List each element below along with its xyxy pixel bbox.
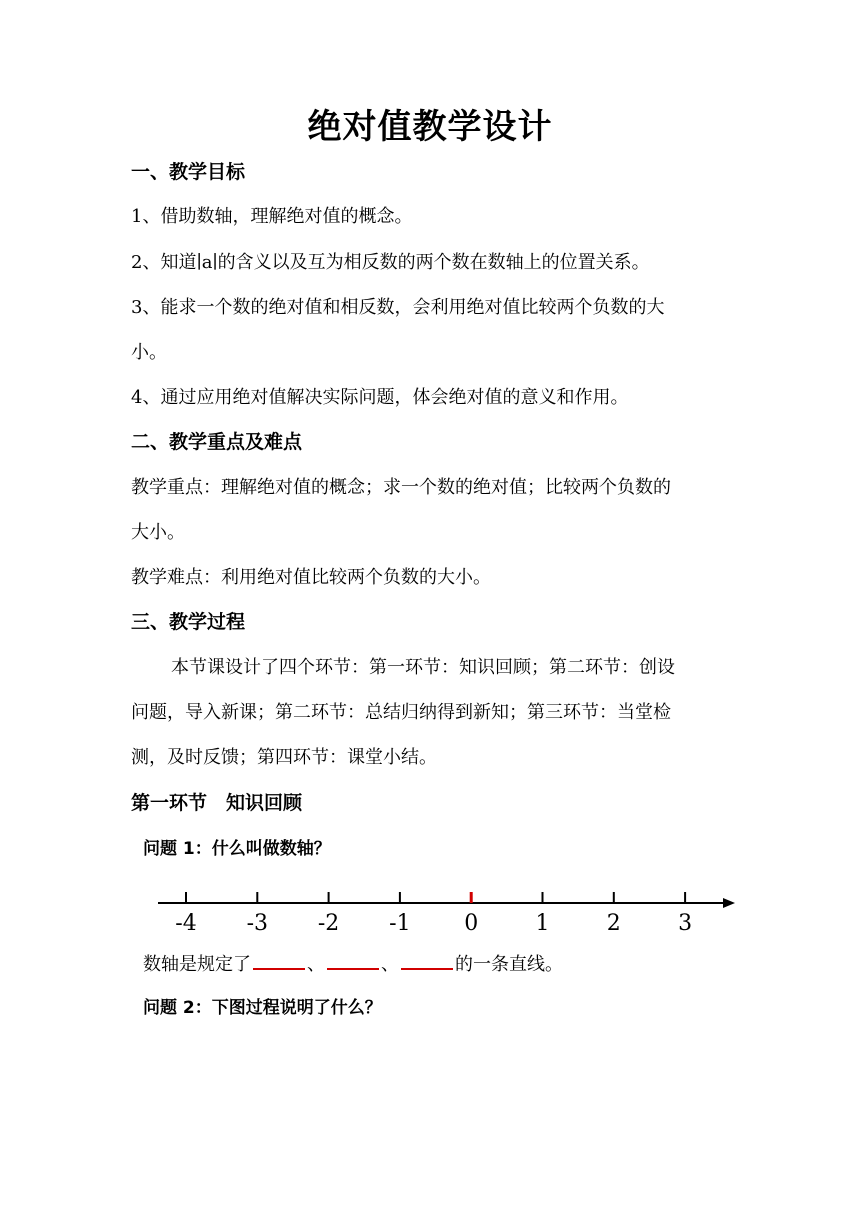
goal-2: 2、知道∣a∣的含义以及互为相反数的两个数在数轴上的位置关系。: [131, 252, 650, 273]
key-point: 教学重点：理解绝对值的概念；求一个数的绝对值；比较两个负数的: [131, 477, 671, 498]
tick-label: -3: [246, 911, 269, 936]
goal-1: 1、借助数轴，理解绝对值的概念。: [131, 206, 413, 227]
tick-label: 1: [535, 911, 550, 936]
fill-suffix: 的一条直线。: [455, 954, 563, 975]
tick-label: 0: [464, 911, 479, 936]
fill-blank-sentence: [143, 948, 743, 980]
tick-label: 2: [606, 911, 621, 936]
process-line-2: 问题，导入新课；第二环节：总结归纳得到新知；第三环节：当堂检: [131, 702, 671, 723]
key-heading: 二、教学重点及难点: [131, 431, 303, 453]
axis-arrow: [723, 898, 735, 908]
fill-sep-2: 、: [381, 954, 399, 975]
fill-sep-1: 、: [307, 954, 325, 975]
tick-label: 3: [678, 911, 693, 936]
goal-3-cont: 小。: [131, 342, 167, 363]
process-heading: 三、教学过程: [131, 611, 246, 633]
question-1: 问题 1：什么叫做数轴？: [143, 839, 331, 859]
step1-heading: 第一环节 知识回顾: [131, 792, 303, 814]
process-line-3: 测，及时反馈；第四环节：课堂小结。: [131, 747, 437, 768]
fill-prefix: 数轴是规定了: [143, 954, 251, 975]
tick-label: -4: [175, 911, 197, 936]
difficult-point: 教学难点：利用绝对值比较两个负数的大小。: [131, 567, 491, 588]
process-line-1: 本节课设计了四个环节：第一环节：知识回顾；第二环节：创设: [171, 657, 675, 678]
document-title: 绝对值教学设计: [307, 107, 553, 147]
goal-3: 3、能求一个数的绝对值和相反数，会利用绝对值比较两个负数的大: [131, 297, 665, 318]
number-line-axis: [158, 892, 735, 936]
blank-3[interactable]: [401, 948, 453, 970]
tick-label: -2: [317, 911, 340, 936]
blank-2[interactable]: [327, 948, 379, 970]
blank-1[interactable]: [253, 948, 305, 970]
tick-label: -1: [389, 911, 411, 936]
goals-heading: 一、教学目标: [131, 161, 246, 183]
question-2: 问题 2：下图过程说明了什么？: [143, 998, 382, 1018]
goal-4: 4、通过应用绝对值解决实际问题，体会绝对值的意义和作用。: [131, 387, 629, 408]
key-point-cont: 大小。: [131, 522, 185, 543]
